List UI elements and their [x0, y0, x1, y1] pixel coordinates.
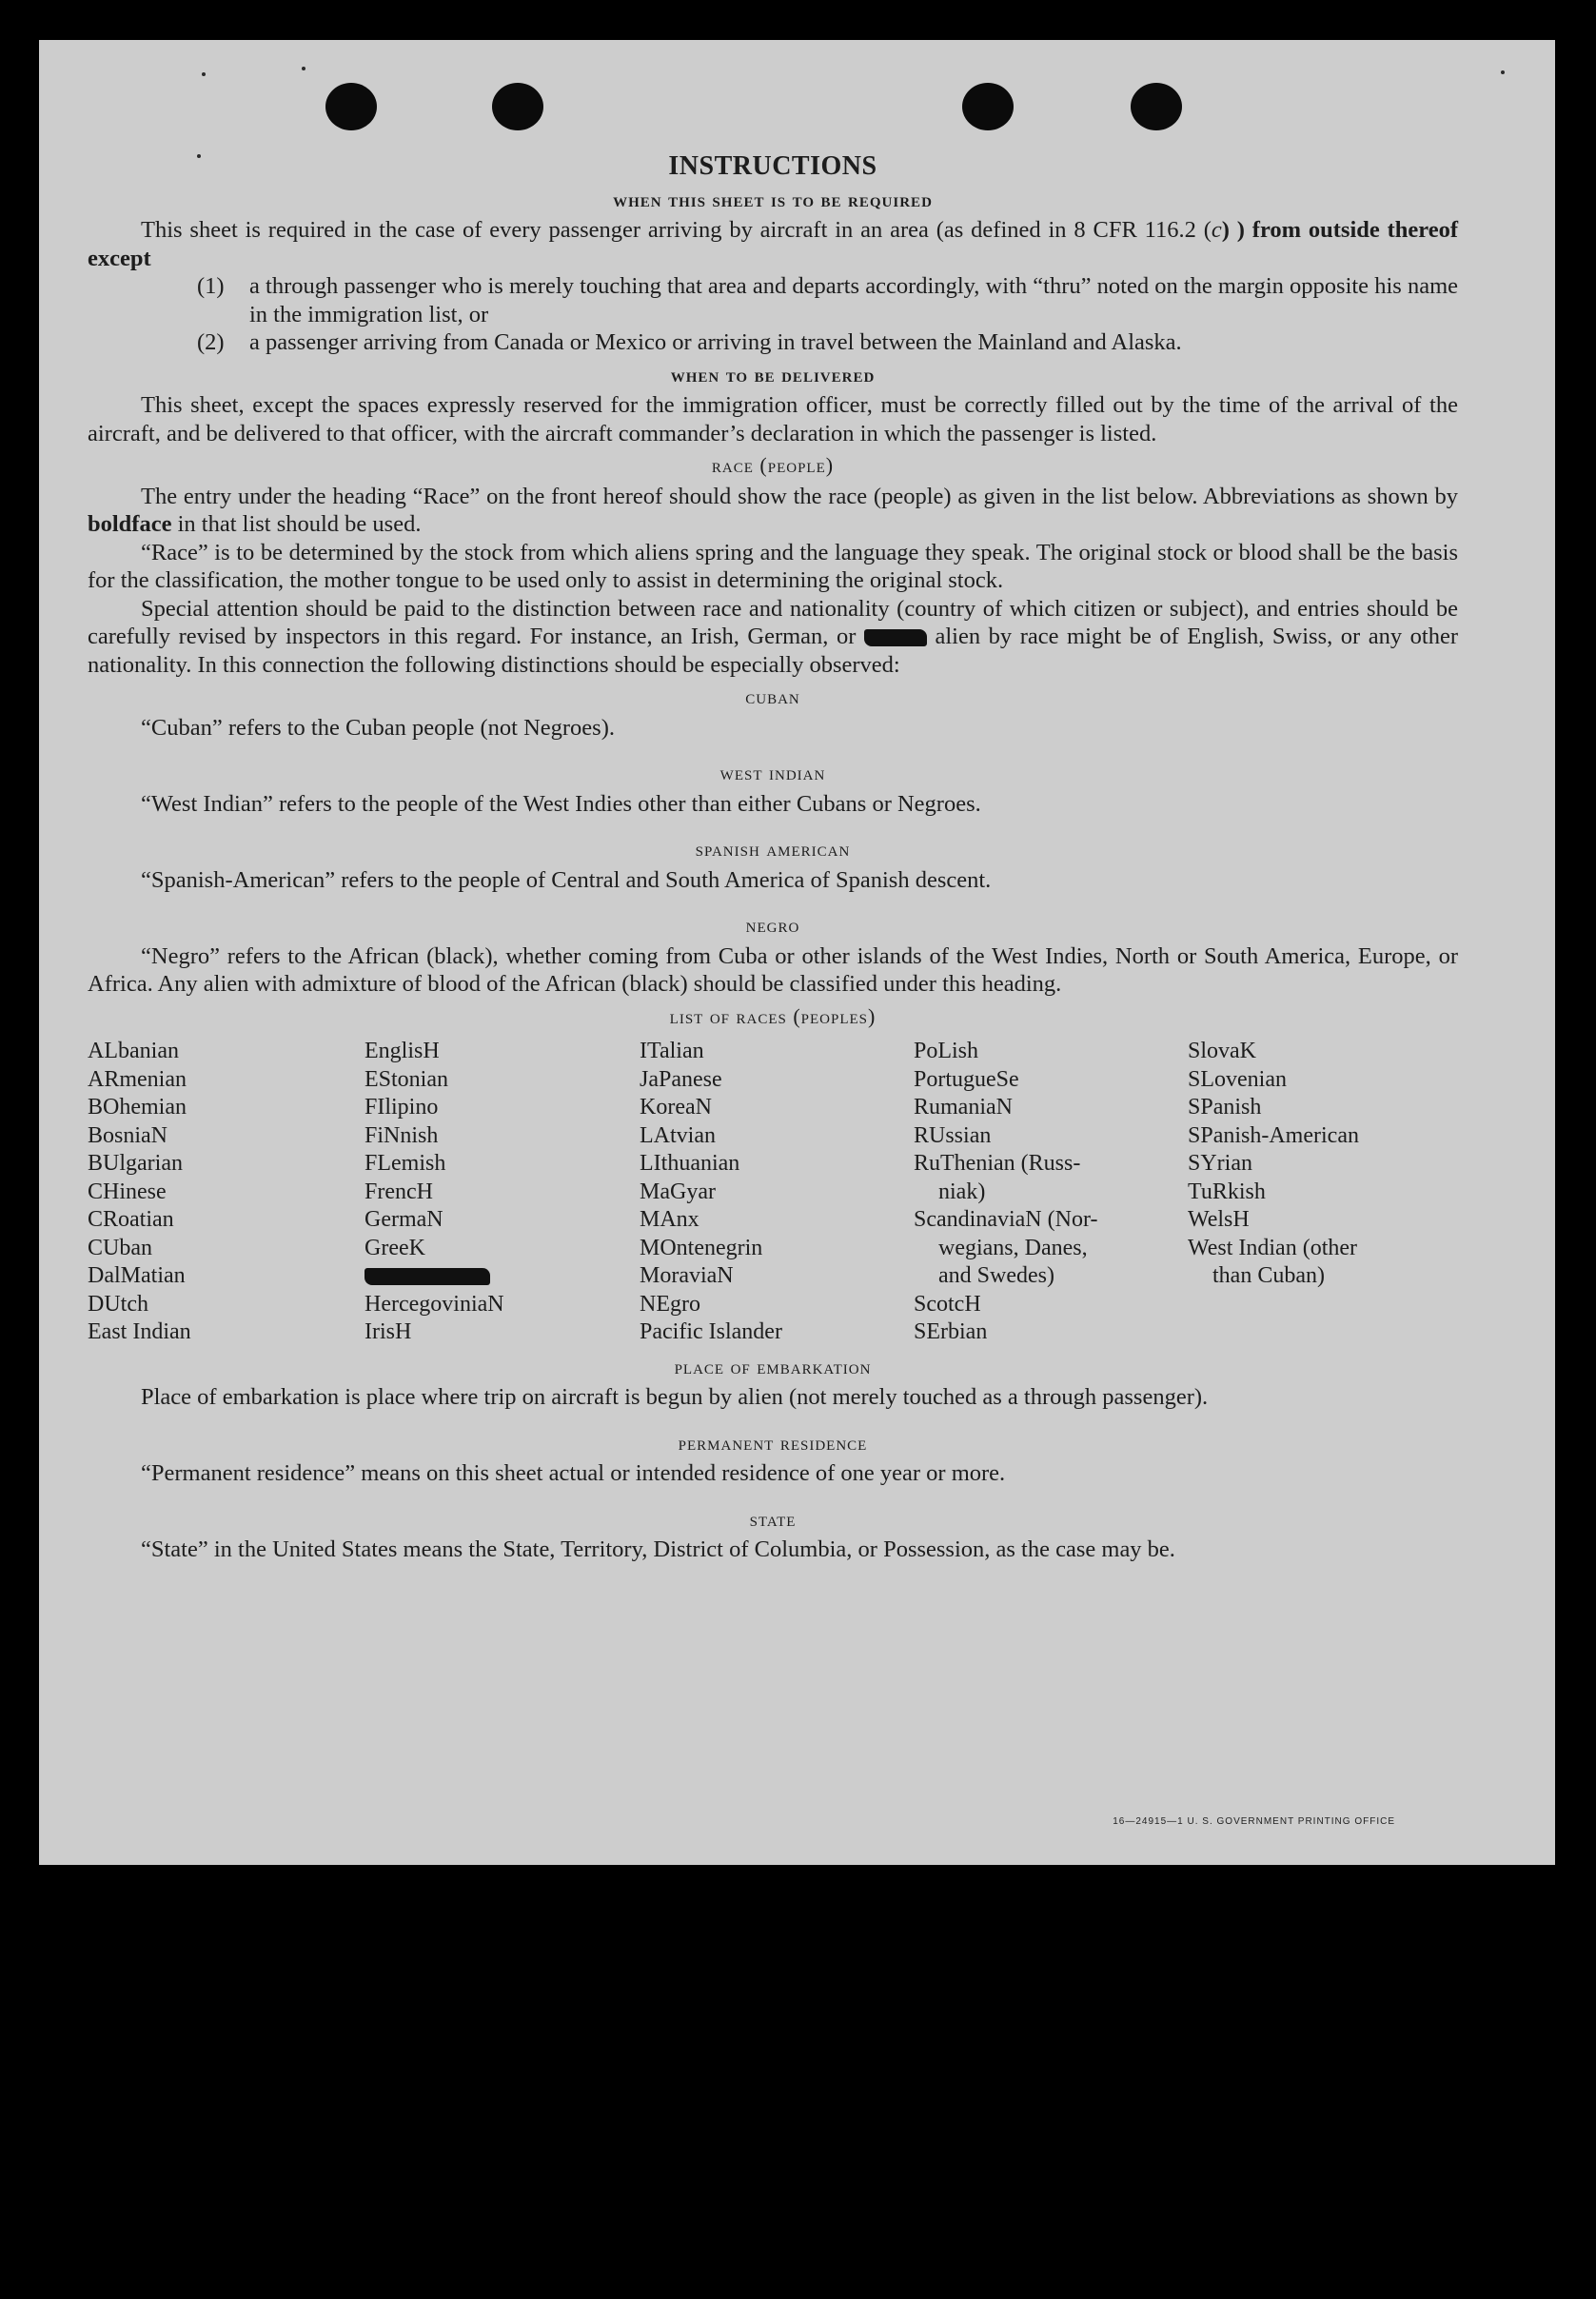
race-entry: NEgro: [640, 1291, 700, 1317]
race-entry: HercegoviniaN: [365, 1291, 504, 1317]
race-entry: West Indian (other: [1188, 1235, 1358, 1260]
race-entry: ScandinaviaN (Nor-: [914, 1207, 1098, 1232]
cuban-text: “Cuban” refers to the Cuban people (not Negroes).: [141, 714, 615, 741]
race-entry: GreeK: [365, 1235, 425, 1260]
race-entry: RuThenian (Russ-: [914, 1151, 1081, 1176]
race-entry: DUtch: [88, 1291, 148, 1317]
spanish-american-text: “Spanish-American” refers to the people of Central and South America of Spanish descent.: [141, 866, 992, 893]
negro-text: “Negro” refers to the African (black), whether coming from Cuba or other islands of the West Indies, North or South America, Europe, or Africa. Any alien with admixture of blood of the African (black) should be classified under this heading.: [88, 942, 1458, 997]
exception-item-2: (2) a passenger arriving from Canada or Mexico or arriving in travel between the Mainland and Alaska.: [197, 329, 1182, 355]
race-entry: FiNnish: [365, 1122, 439, 1148]
heading-spanish-american: spanish american: [695, 837, 851, 861]
printing-office-code: 16—24915—1 U. S. GOVERNMENT PRINTING OFFICE: [1113, 1816, 1395, 1827]
race-entry: WelsH: [1188, 1207, 1250, 1232]
race-entry: CUban: [88, 1235, 152, 1260]
race-entry: FLemish: [365, 1151, 446, 1176]
punch-hole: [492, 83, 543, 130]
race-entry: MOntenegrin: [640, 1235, 763, 1260]
redaction-mark: [864, 629, 927, 646]
paper-speck: [1501, 70, 1505, 74]
race-entry-empty: [1188, 1291, 1458, 1319]
race-entry: BUlgarian: [88, 1151, 183, 1176]
race-entry: PoLish: [914, 1039, 979, 1063]
race-entry: EStonian: [365, 1066, 448, 1092]
race-entry: EnglisH: [365, 1039, 440, 1063]
heading-west-indian: west indian: [719, 761, 826, 784]
race-entry: Pacific Islander: [640, 1319, 782, 1344]
paper-speck: [302, 67, 305, 70]
instructions-body: [88, 152, 1458, 1564]
permanent-residence-text: “Permanent residence” means on this sheet actual or intended residence of one year or more.: [141, 1460, 1006, 1486]
race-entry: ALbanian: [88, 1039, 179, 1063]
race-entry: LIthuanian: [640, 1151, 740, 1176]
embarkation-text: Place of embarkation is place where trip on aircraft is begun by alien (not merely touched as a through passenger).: [141, 1384, 1209, 1410]
race-entry: RUssian: [914, 1122, 992, 1148]
race-entry: ScotcH: [914, 1291, 981, 1317]
race-entry: SlovaK: [1188, 1039, 1256, 1063]
heading-state: state: [749, 1506, 797, 1531]
race-entry: LAtvian: [640, 1122, 716, 1148]
paper-speck: [202, 72, 206, 76]
race-entry: DalMatian: [88, 1263, 186, 1288]
race-list: [88, 1038, 1458, 1347]
race-entry: SPanish: [1188, 1095, 1262, 1120]
race-entry: ARmenian: [88, 1066, 187, 1092]
race-entry: BOhemian: [88, 1095, 187, 1120]
heading-when-delivered: when to be delivered: [670, 362, 876, 386]
heading-when-required: when this sheet is to be required: [613, 187, 933, 211]
race-entry: CRoatian: [88, 1207, 174, 1232]
heading-embarkation: place of embarkation: [674, 1354, 872, 1378]
page-title: INSTRUCTIONS: [668, 151, 877, 181]
race-entry: CHinese: [88, 1179, 167, 1204]
race-entry: and Swedes): [938, 1263, 1054, 1288]
race-entry: GermaN: [365, 1207, 443, 1232]
race-entry: ITalian: [640, 1039, 704, 1063]
race-entry: MAnx: [640, 1207, 699, 1232]
race-entry: KoreaN: [640, 1095, 712, 1120]
race-entry: PortugueSe: [914, 1066, 1019, 1092]
heading-list-of-races: list of races (peoples): [669, 1003, 877, 1028]
race-paragraph-1: The entry under the heading “Race” on the front hereof should show the race (people) as given in the list below. Abbreviations as shown by boldface in that list should be used.: [88, 483, 1458, 537]
west-indian-text: “West Indian” refers to the people of the West Indies other than either Cubans or Negroes.: [141, 790, 981, 817]
race-paragraph-3: Special attention should be paid to the distinction between race and nationality (country of which citizen or subject), and entries should be carefully revised by inspectors in this regard. For instance, an Irish, German, or alien by race might be of English, Swiss, or any other nationality. In this connection the following distinctions should be especially observed:: [88, 595, 1458, 678]
race-entry: SErbian: [914, 1319, 988, 1344]
document-page: [39, 40, 1555, 1865]
race-entry: IrisH: [365, 1319, 412, 1344]
punch-hole: [962, 83, 1014, 130]
race-entry-empty: [1188, 1318, 1458, 1347]
race-entry: FrencH: [365, 1179, 433, 1204]
race-entry: FIlipino: [365, 1095, 439, 1120]
when-delivered-text: This sheet, except the spaces expressly reserved for the immigration officer, must be correctly filled out by the time of the arrival of the aircraft, and be delivered to that officer, with the aircraft commander’s declaration in which the passenger is listed.: [88, 392, 1458, 446]
race-entry: JaPanese: [640, 1066, 722, 1092]
punch-hole: [1131, 83, 1182, 130]
race-entry: MaGyar: [640, 1179, 716, 1204]
race-entry: SLovenian: [1188, 1066, 1287, 1092]
race-entry: SPanish-American: [1188, 1122, 1359, 1148]
race-entry: MoraviaN: [640, 1263, 734, 1288]
race-entry: wegians, Danes,: [938, 1235, 1088, 1260]
state-text: “State” in the United States means the State, Territory, District of Columbia, or Possession, as the case may be.: [141, 1536, 1175, 1562]
race-entry: East Indian: [88, 1319, 191, 1344]
race-entry: RumaniaN: [914, 1095, 1013, 1120]
heading-permanent-residence: permanent residence: [678, 1430, 868, 1455]
race-entry: TuRkish: [1188, 1179, 1266, 1204]
heading-race: race (people): [711, 453, 835, 477]
race-entry: than Cuban): [1212, 1263, 1325, 1288]
when-required-intro: This sheet is required in the case of every passenger arriving by aircraft in an area (as defined in 8 CFR 116.2 (c) ) from outside thereof except: [88, 217, 1458, 271]
redaction-mark: [365, 1268, 490, 1285]
race-entry: niak): [938, 1179, 986, 1204]
race-entry-redacted: [365, 1262, 640, 1291]
punch-hole: [325, 83, 377, 130]
heading-negro: negro: [745, 913, 800, 937]
exception-item-1: (1) a through passenger who is merely touching that area and departs accordingly, with “thru” noted on the margin opposite his name in the immigration list, or: [197, 273, 1458, 327]
heading-cuban: cuban: [745, 684, 800, 708]
race-entry: BosniaN: [88, 1122, 167, 1148]
race-entry: SYrian: [1188, 1151, 1252, 1176]
race-paragraph-2: “Race” is to be determined by the stock from which aliens spring and the language they speak. The original stock or blood shall be the basis for the classification, the mother tongue to be used only to assist in determining the original stock.: [88, 539, 1458, 593]
